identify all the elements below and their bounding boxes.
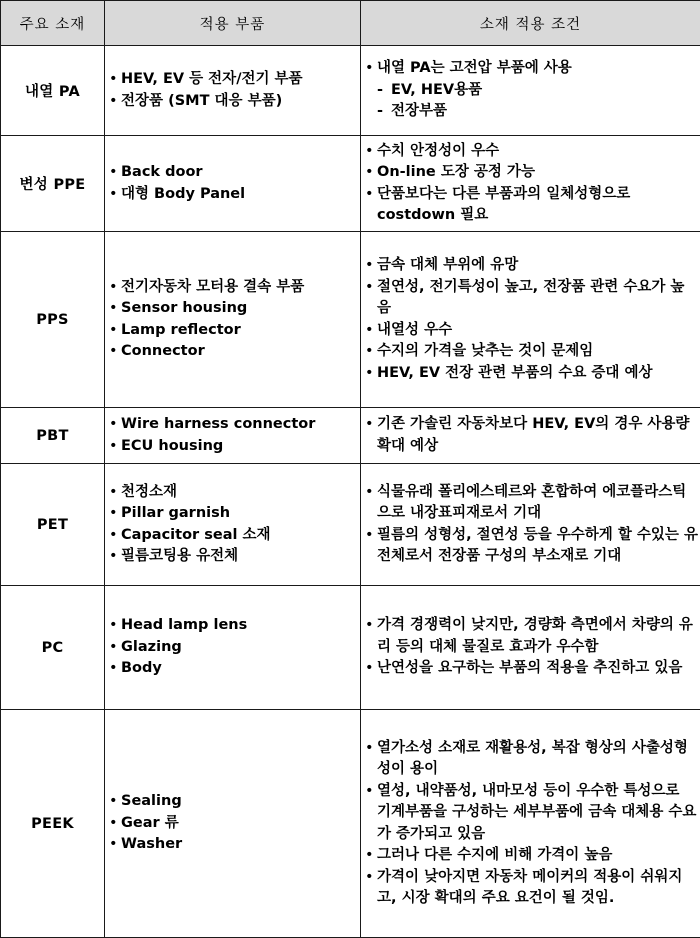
condition-item: • 난연성을 요구하는 부품의 적용을 추진하고 있음 (365, 658, 698, 680)
parts-cell (105, 464, 361, 586)
conditions-list (365, 255, 698, 384)
condition-item: • 절연성, 전기특성이 높고, 전장품 관련 수요가 높음 (365, 277, 698, 320)
part-item: • 필름코팅용 유전체 (109, 546, 360, 568)
condition-item: • HEV, EV 전장 관련 부품의 수요 증대 예상 (365, 363, 698, 385)
parts-list (109, 615, 360, 680)
header-material: 주요 소재 (1, 1, 105, 46)
table-row (1, 408, 700, 464)
parts-list (109, 414, 360, 457)
table-row (1, 136, 700, 232)
part-item: • 전기자동차 모터용 결속 부품 (109, 277, 360, 299)
parts-list (109, 277, 360, 363)
part-item: • Glazing (109, 637, 360, 659)
table-row (1, 586, 700, 710)
part-item: • HEV, EV 등 전자/전기 부품 (109, 69, 360, 91)
condition-item: • 식물유래 폴리에스테르와 혼합하여 에코플라스틱으로 내장표피재로서 기대 (365, 482, 698, 525)
part-item: • Sealing (109, 791, 360, 813)
parts-cell (105, 710, 361, 938)
header-parts: 적용 부품 (105, 1, 361, 46)
part-item: • Lamp reflector (109, 320, 360, 342)
part-item: • Wire harness connector (109, 414, 360, 436)
conditions-list (365, 482, 698, 568)
condition-item: • 열가소성 소재로 재활용성, 복잡 형상의 사출성형성이 용이 (365, 738, 698, 781)
part-item: • Washer (109, 834, 360, 856)
conditions-cell (361, 586, 700, 710)
conditions-cell (361, 46, 700, 136)
conditions-list (365, 141, 698, 227)
part-item: • ECU housing (109, 436, 360, 458)
condition-item: • 필름의 성형성, 절연성 등을 우수하게 할 수있는 유전체로서 전장품 구성의 부소재로 기대 (365, 525, 698, 568)
parts-cell (105, 408, 361, 464)
part-item: • Pillar garnish (109, 503, 360, 525)
condition-item: • 수치 안정성이 우수 (365, 141, 698, 163)
condition-subitem: - EV, HEV용품 (365, 80, 698, 102)
material-cell: PPS (1, 232, 105, 408)
conditions-cell (361, 408, 700, 464)
conditions-cell (361, 710, 700, 938)
part-item: • Gear 류 (109, 813, 360, 835)
conditions-cell (361, 136, 700, 232)
material-cell: PBT (1, 408, 105, 464)
condition-item: • 열성, 내약품성, 내마모성 등이 우수한 특성으로 기계부품을 구성하는 세부부품에 금속 대체용 수요가 증가되고 있음 (365, 781, 698, 846)
conditions-list (365, 738, 698, 910)
table-row (1, 710, 700, 938)
part-item: • Body (109, 658, 360, 680)
condition-item: • 내열 PA는 고전압 부품에 사용 (365, 58, 698, 80)
material-cell: PC (1, 586, 105, 710)
part-item: • 천정소재 (109, 482, 360, 504)
table-row (1, 232, 700, 408)
condition-item: • 단품보다는 다른 부품과의 일체성형으로 costdown 필요 (365, 184, 698, 227)
parts-cell (105, 586, 361, 710)
condition-item: • On-line 도장 공정 가능 (365, 162, 698, 184)
header-conditions: 소재 적용 조건 (361, 1, 700, 46)
parts-cell (105, 232, 361, 408)
condition-subitem: - 전장부품 (365, 101, 698, 123)
header-row (1, 1, 700, 46)
material-cell: 내열 PA (1, 46, 105, 136)
condition-item: • 내열성 우수 (365, 320, 698, 342)
material-cell: PET (1, 464, 105, 586)
condition-item: • 가격이 낮아지면 자동차 메이커의 적용이 쉬워지고, 시장 확대의 주요 요건이 될 것임. (365, 867, 698, 910)
condition-item: • 기존 가솔린 자동차보다 HEV, EV의 경우 사용량 확대 예상 (365, 414, 698, 457)
part-item: • 대형 Body Panel (109, 184, 360, 206)
table-row (1, 464, 700, 586)
condition-item: • 금속 대체 부위에 유망 (365, 255, 698, 277)
conditions-cell (361, 464, 700, 586)
conditions-list (365, 414, 698, 457)
condition-item: • 그러나 다른 수지에 비해 가격이 높음 (365, 845, 698, 867)
parts-list (109, 482, 360, 568)
condition-item: • 수지의 가격을 낮추는 것이 문제임 (365, 341, 698, 363)
part-item: • Capacitor seal 소재 (109, 525, 360, 547)
parts-cell (105, 46, 361, 136)
parts-list (109, 791, 360, 856)
conditions-list (365, 615, 698, 680)
material-cell: 변성 PPE (1, 136, 105, 232)
conditions-list (365, 58, 698, 123)
parts-cell (105, 136, 361, 232)
part-item: • Connector (109, 341, 360, 363)
part-item: • Back door (109, 162, 360, 184)
part-item: • Head lamp lens (109, 615, 360, 637)
parts-list (109, 69, 360, 112)
parts-list (109, 162, 360, 205)
conditions-cell (361, 232, 700, 408)
condition-item: • 가격 경쟁력이 낮지만, 경량화 측면에서 차량의 유리 등의 대체 물질로 효과가 우수함 (365, 615, 698, 658)
material-cell: PEEK (1, 710, 105, 938)
part-item: • 전장품 (SMT 대응 부품) (109, 91, 360, 113)
table-row (1, 46, 700, 136)
part-item: • Sensor housing (109, 298, 360, 320)
